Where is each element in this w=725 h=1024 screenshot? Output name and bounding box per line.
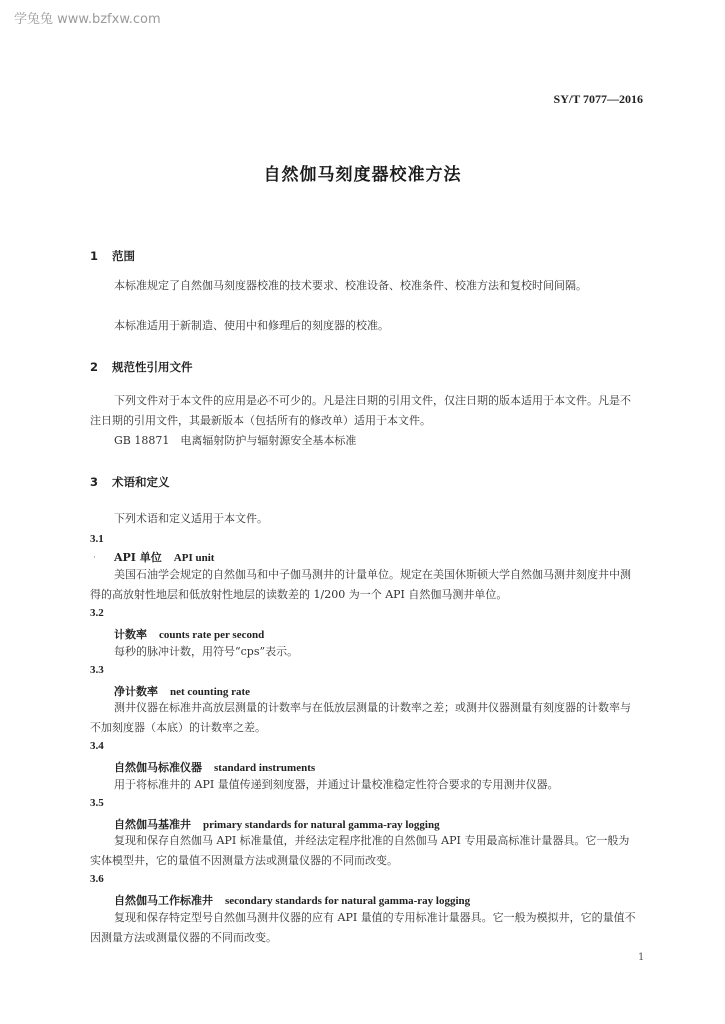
term-title [114, 549, 214, 565]
section-title: 术语和定义 [112, 475, 170, 489]
term-definition: 复现和保存自然伽马 API 标准量值，并经法定程序批准的自然伽马 API 专用最高标准计量器具。它一般为实体模型井，它的量值不因测量方法或测量仪器的不同而改变。 [90, 834, 630, 867]
section-2-paragraph-1: 下列文件对于本文件的应用是必不可少的。凡是注日期的引用文件，仅注日期的版本适用于本文件。凡是不注日期的引用文件，其最新版本（包括所有的修改单）适用于本文件。 [90, 394, 631, 427]
term-title [114, 759, 315, 775]
section-1-paragraph-2: 本标准适用于新制造、使用中和修理后的刻度器的校准。 [114, 319, 389, 332]
term-title [114, 626, 264, 642]
section-3-heading [90, 474, 170, 490]
term-number: 3.5 [90, 797, 104, 809]
term-chinese: 计数率 [114, 628, 147, 641]
term-chinese: 自然伽马基准井 [114, 818, 191, 831]
term-number: 3.6 [90, 873, 104, 885]
section-title: 规范性引用文件 [112, 360, 193, 374]
term-number: 3.1 [90, 533, 104, 545]
term-number: 3.3 [90, 664, 104, 676]
term-english: counts rate per second [159, 629, 265, 641]
term-title [114, 892, 470, 908]
page-number: 1 [638, 952, 645, 963]
term-definition: 用于将标准井的 API 量值传递到刻度器，并通过计量校准稳定性符合要求的专用测井仪器。 [114, 778, 559, 791]
section-1-heading [90, 248, 135, 264]
term-definition: 测井仪器在标准井高放层测量的计数率与在低放层测量的计数率之差；或测井仪器测量有刻度器的计数率与不加刻度器（本底）的计数率之差。 [90, 701, 631, 734]
document-title: 自然伽马刻度器校准方法 [263, 165, 462, 185]
section-2-heading [90, 359, 193, 375]
term-english: primary standards for natural gamma-ray logging [203, 819, 440, 831]
section-number: 2 [90, 360, 99, 374]
term-definition: 复现和保存特定型号自然伽马测井仪器的应有 API 量值的专用标准计量器具。它一般为模拟井，它的量值不因测量方法或测量仪器的不同而改变。 [90, 911, 636, 944]
term-number: 3.4 [90, 740, 104, 752]
term-english: net counting rate [170, 686, 251, 698]
term-chinese: API 单位 [114, 551, 162, 564]
term-title [114, 816, 440, 832]
scan-dot: · [93, 553, 96, 563]
term-english: secondary standards for natural gamma-ray logging [225, 895, 471, 907]
section-1-paragraph-1: 本标准规定了自然伽马刻度器校准的技术要求、校准设备、校准条件、校准方法和复校时间间隔。 [114, 279, 587, 292]
term-title [114, 683, 250, 699]
term-definition: 美国石油学会规定的自然伽马和中子伽马测井的计量单位。规定在美国休斯顿大学自然伽马测井刻度井中测得的高放射性地层和低放射性地层的读数差的 1/200 为一个 API 自然伽马测井单位。 [90, 568, 631, 601]
term-chinese: 自然伽马标准仪器 [114, 761, 202, 774]
section-number: 3 [90, 475, 99, 489]
term-english: standard instruments [214, 762, 316, 774]
term-english: API unit [173, 552, 215, 564]
section-title: 范围 [112, 249, 135, 263]
standard-code: SY/T 7077—2016 [553, 92, 643, 106]
term-number: 3.2 [90, 607, 104, 619]
term-chinese: 自然伽马工作标准井 [114, 894, 213, 907]
normative-reference-gb18871: GB 18871 电离辐射防护与辐射源安全基本标准 [114, 434, 357, 447]
term-chinese: 净计数率 [114, 685, 158, 698]
term-definition: 每秒的脉冲计数，用符号“cps”表示。 [114, 645, 299, 658]
section-number: 1 [90, 249, 99, 263]
section-3-intro: 下列术语和定义适用于本文件。 [114, 512, 268, 525]
watermark: 学兔兔 www.bzfxw.com [14, 12, 161, 27]
